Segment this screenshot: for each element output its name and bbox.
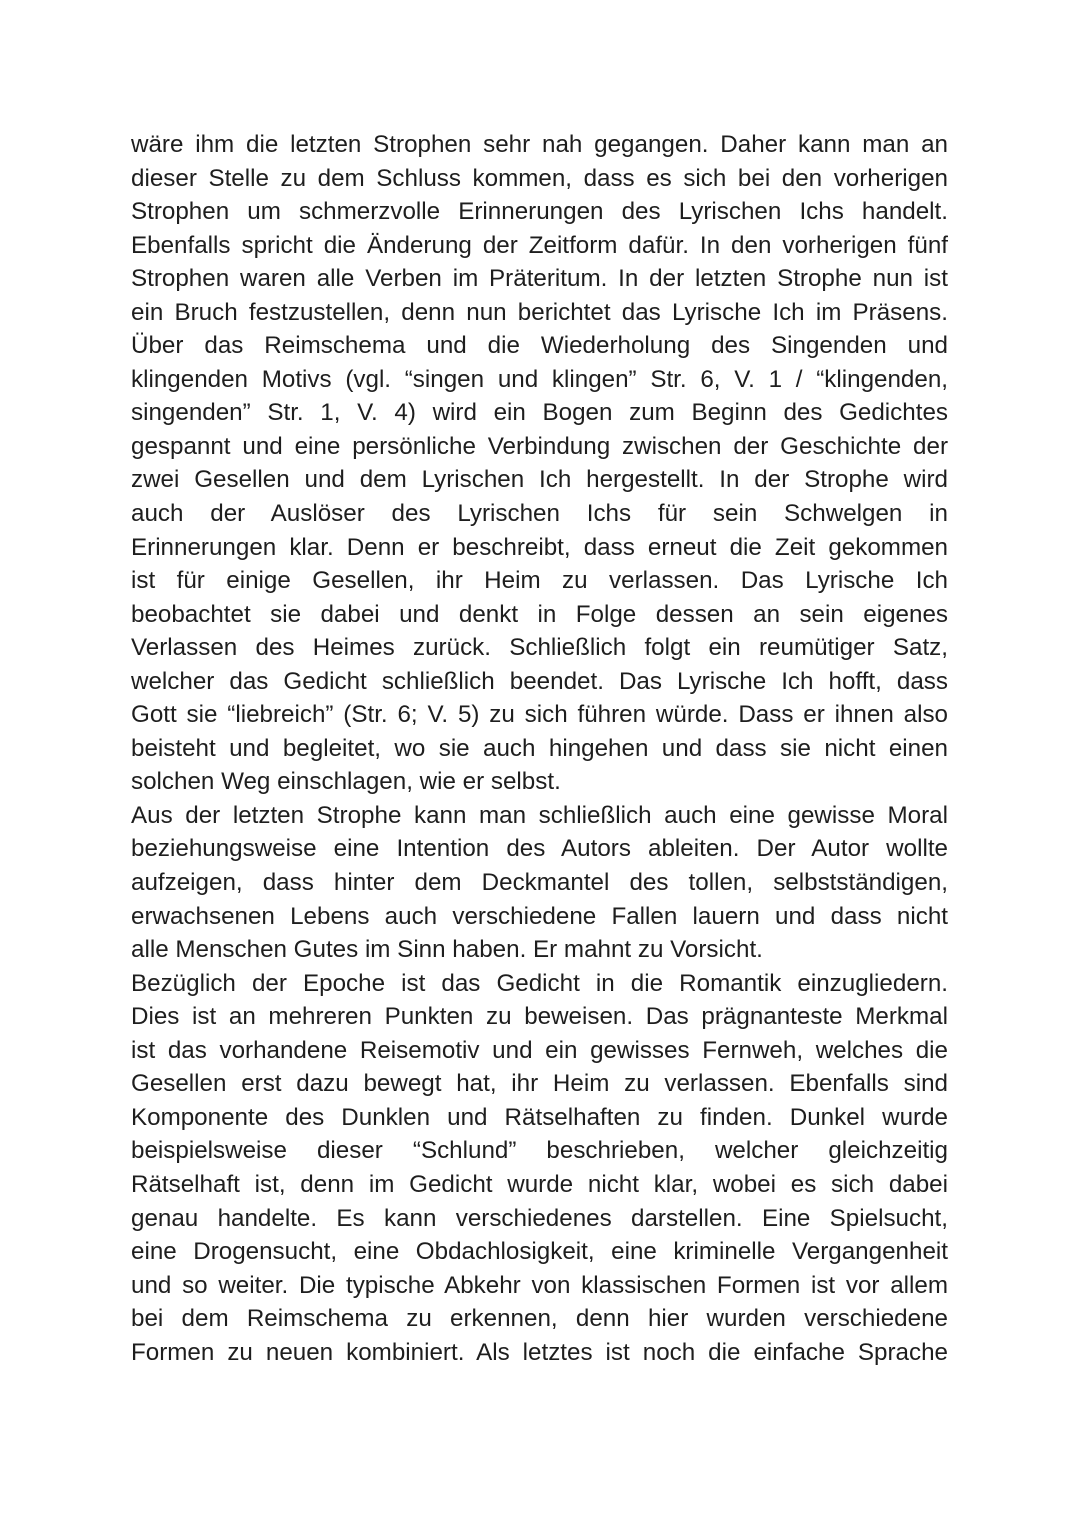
text-line: Rätselhaft ist, denn im Gedicht wurde nicht klar, wobei es sich dabei	[131, 1170, 948, 1198]
text-line: Verlassen des Heimes zurück. Schließlich folgt ein reumütiger Satz,	[131, 634, 948, 662]
text-line: Gott sie “liebreich” (Str. 6; V. 5) zu sich führen würde. Dass er ihnen also	[131, 701, 948, 729]
text-line: genau handelte. Es kann verschiedenes darstellen. Eine Spielsucht,	[131, 1204, 948, 1232]
text-line: Über das Reimschema und die Wiederholung des Singenden und	[131, 332, 948, 360]
text-line: bei dem Reimschema zu erkennen, denn hier wurden verschiedene	[131, 1305, 948, 1333]
text-line: ein Bruch festzustellen, denn nun berichtet das Lyrische Ich im Präsens.	[131, 298, 948, 326]
text-line: Erinnerungen klar. Denn er beschreibt, dass erneut die Zeit gekommen	[131, 533, 948, 561]
text-line: wäre ihm die letzten Strophen sehr nah gegangen. Daher kann man an	[131, 131, 948, 158]
text-line: beispielsweise dieser “Schlund” beschrieben, welcher gleichzeitig	[131, 1137, 948, 1165]
text-line: aufzeigen, dass hinter dem Deckmantel des tollen, selbstständigen,	[131, 869, 948, 897]
text-line: zwei Gesellen und dem Lyrischen Ich hergestellt. In der Strophe wird	[131, 466, 948, 494]
text-line: klingenden Motivs (vgl. “singen und klingen” Str. 6, V. 1 / “klingenden,	[131, 365, 948, 393]
text-line: alle Menschen Gutes im Sinn haben. Er mahnt zu Vorsicht.	[131, 936, 763, 964]
text-line: Strophen um schmerzvolle Erinnerungen des Lyrischen Ichs handelt.	[131, 198, 948, 226]
text-line: erwachsenen Lebens auch verschiedene Fallen lauern und dass nicht	[131, 902, 948, 930]
text-line: ist das vorhandene Reisemotiv und ein gewisses Fernweh, welches die	[131, 1036, 948, 1064]
text-line: gespannt und eine persönliche Verbindung zwischen der Geschichte der	[131, 432, 948, 460]
text-line: eine Drogensucht, eine Obdachlosigkeit, eine kriminelle Vergangenheit	[131, 1238, 948, 1266]
text-line: solchen Weg einschlagen, wie er selbst.	[131, 768, 561, 796]
text-line: Dies ist an mehreren Punkten zu beweisen. Das prägnanteste Merkmal	[131, 1003, 948, 1031]
paragraph	[131, 799, 948, 967]
text-line: Bezüglich der Epoche ist das Gedicht in die Romantik einzugliedern.	[131, 969, 948, 997]
text-line: Formen zu neuen kombiniert. Als letztes ist noch die einfache Sprache	[131, 1338, 948, 1366]
text-line: auch der Auslöser des Lyrischen Ichs für sein Schwelgen in	[131, 500, 948, 528]
text-line: welcher das Gedicht schließlich beendet. Das Lyrische Ich hofft, dass	[131, 667, 948, 695]
body-text	[131, 128, 948, 1369]
text-line: Gesellen erst dazu bewegt hat, ihr Heim zu verlassen. Ebenfalls sind	[131, 1070, 948, 1098]
text-line: und so weiter. Die typische Abkehr von klassischen Formen ist vor allem	[131, 1271, 948, 1299]
text-line: ist für einige Gesellen, ihr Heim zu verlassen. Das Lyrische Ich	[131, 567, 948, 595]
text-line: beziehungsweise eine Intention des Autors ableiten. Der Autor wollte	[131, 835, 948, 863]
text-line: Aus der letzten Strophe kann man schließlich auch eine gewisse Moral	[131, 801, 948, 829]
text-line: Ebenfalls spricht die Änderung der Zeitform dafür. In den vorherigen fünf	[131, 231, 948, 259]
text-line: dieser Stelle zu dem Schluss kommen, dass es sich bei den vorherigen	[131, 164, 948, 192]
paragraph	[131, 128, 948, 799]
text-line: singenden” Str. 1, V. 4) wird ein Bogen zum Beginn des Gedichtes	[131, 399, 948, 427]
text-line: beisteht und begleitet, wo sie auch hingehen und dass sie nicht einen	[131, 734, 948, 762]
text-line: Komponente des Dunklen und Rätselhaften zu finden. Dunkel wurde	[131, 1103, 948, 1131]
text-line: Strophen waren alle Verben im Präteritum. In der letzten Strophe nun ist	[131, 265, 948, 293]
text-line: beobachtet sie dabei und denkt in Folge dessen an sein eigenes	[131, 600, 948, 628]
paragraph	[131, 967, 948, 1370]
